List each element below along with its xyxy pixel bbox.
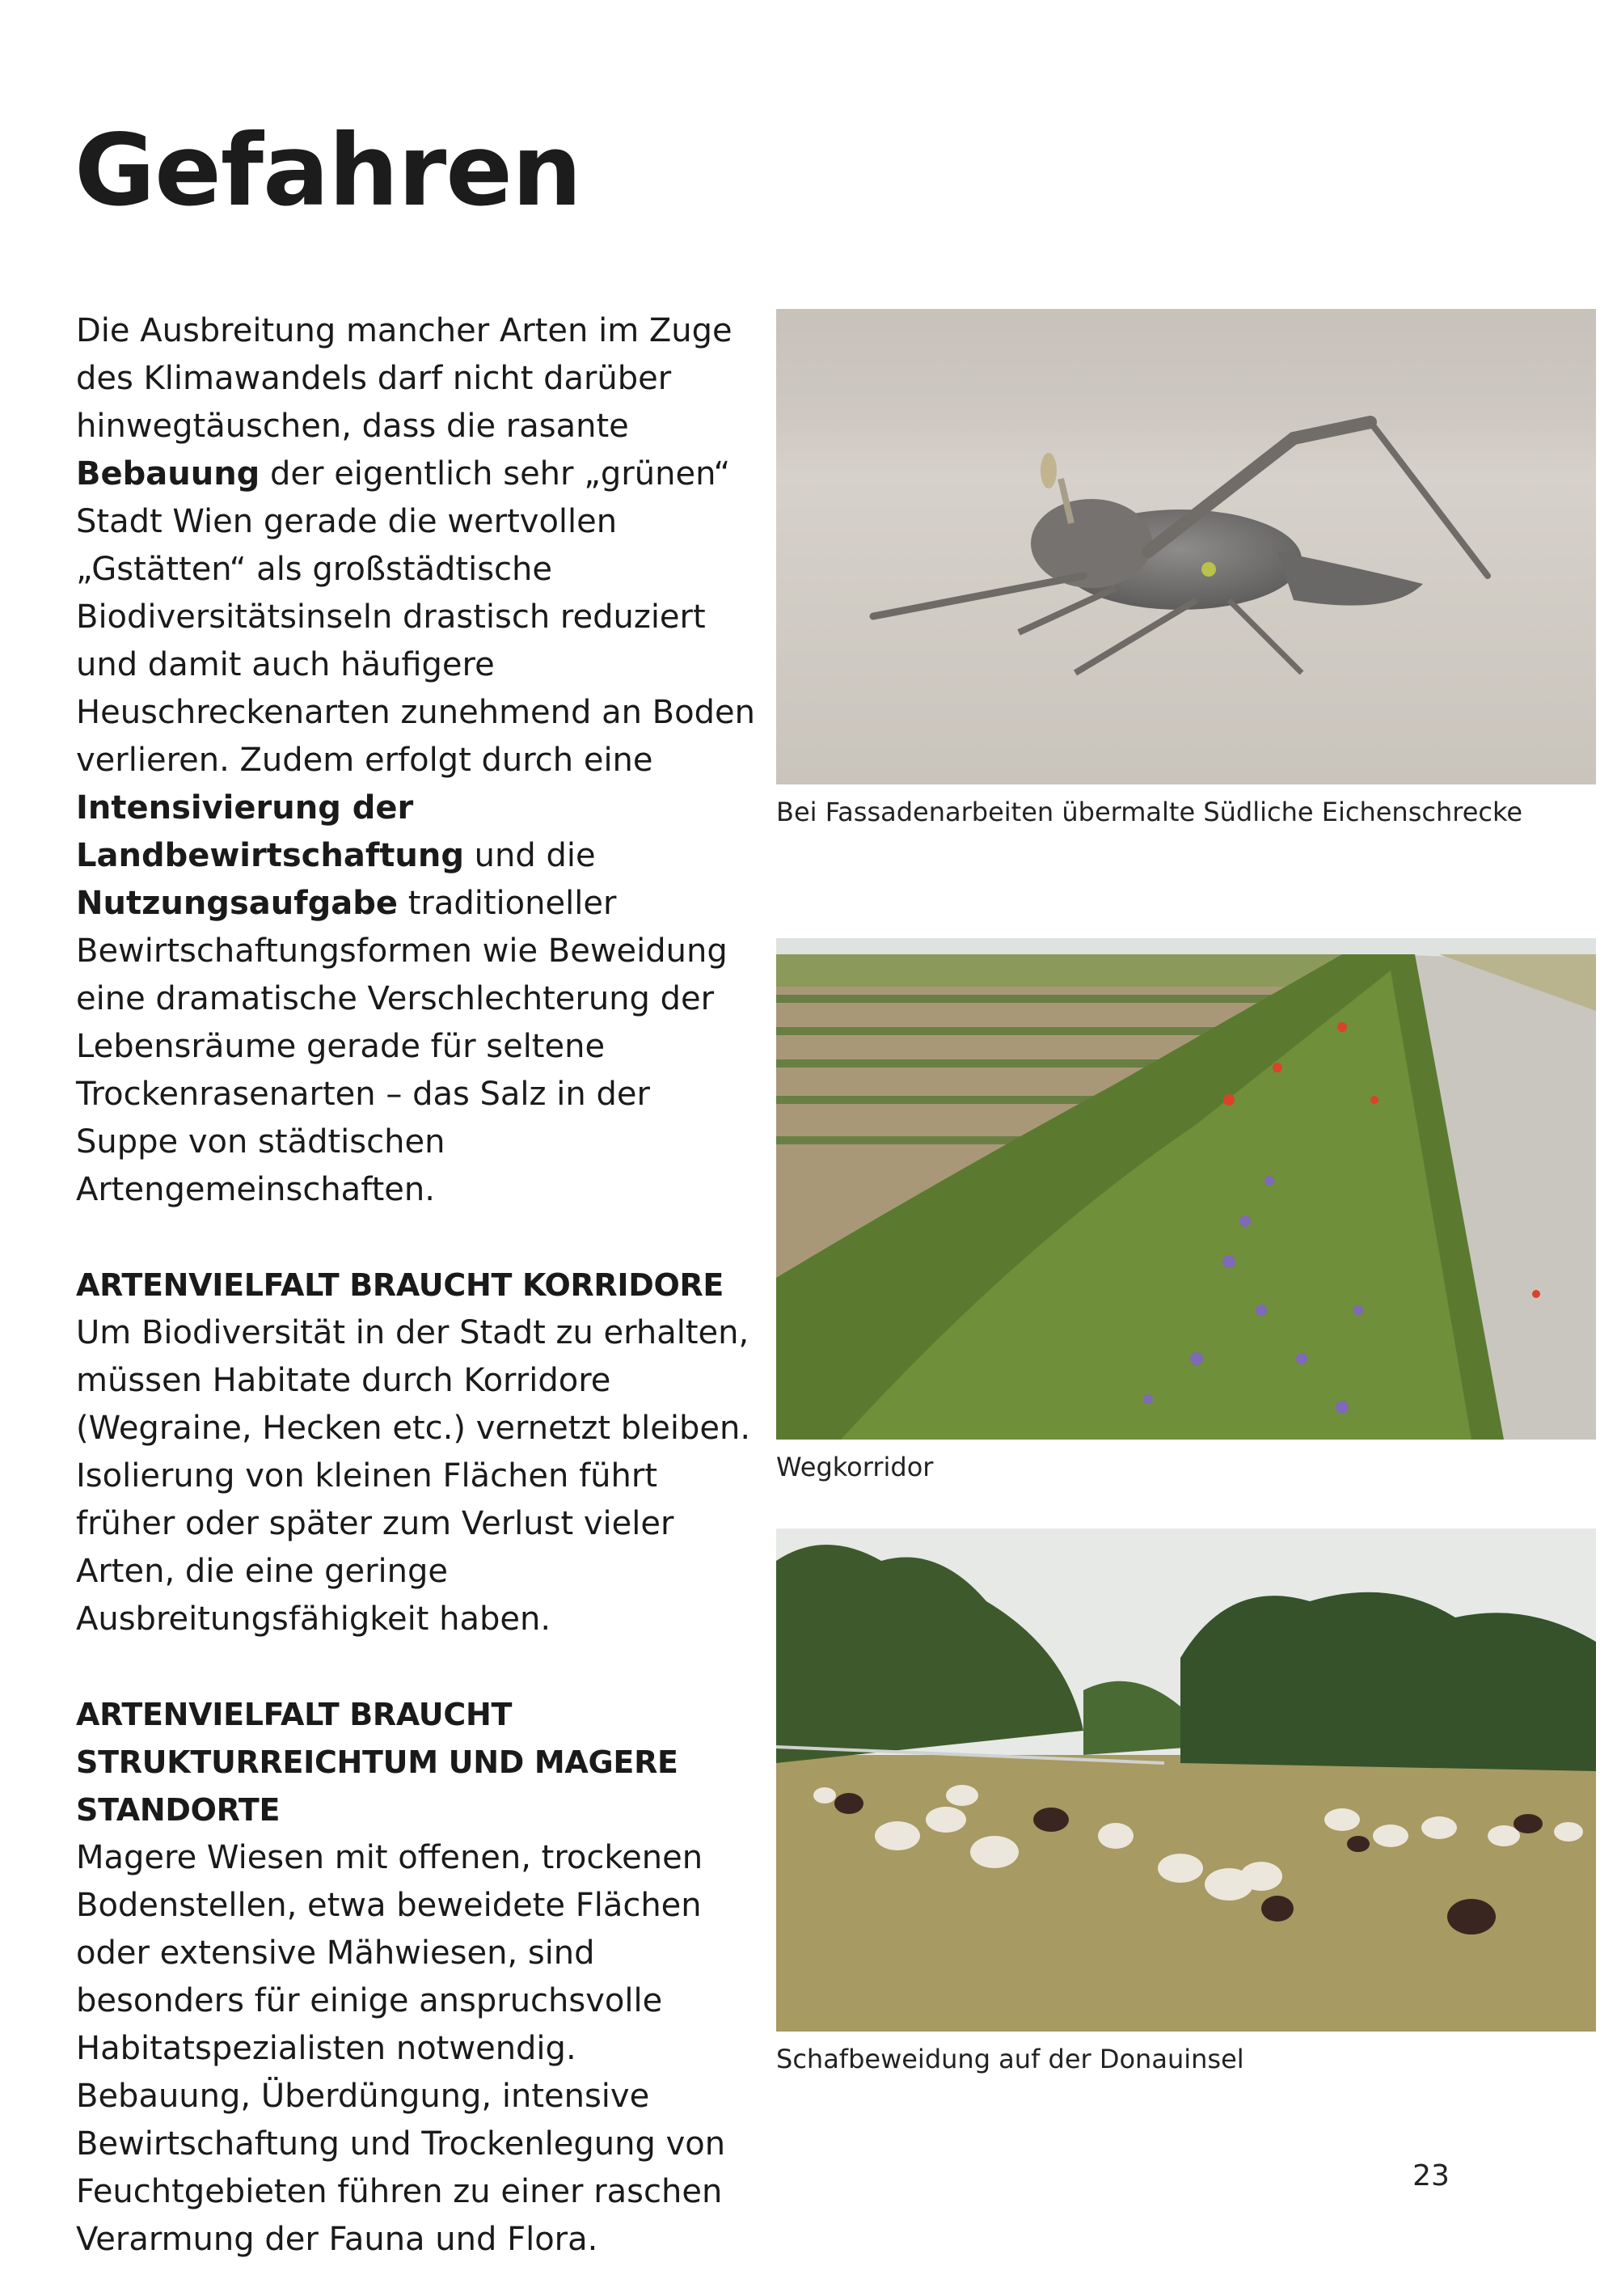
- caption-corridor: Wegkorridor: [776, 1452, 934, 1482]
- photo-corridor: [776, 938, 1596, 1440]
- intro-bold-bebauung: Bebauung: [76, 455, 260, 493]
- intro-text: der eigentlich sehr „grünen“ Stadt Wien gerade die wertvollen „Gstätten“ als großstädtische Biodiversitätsinseln drastisch reduziert und damit auch häufigere Heuschreckenarten zunehmend an Boden verlieren. Zudem erfolgt durch eine: [76, 455, 755, 779]
- section-corridors: [76, 1262, 755, 1643]
- caption-grasshopper: Bei Fassadenarbeiten übermalte Südliche Eichenschrecke: [776, 797, 1523, 827]
- text-column: [76, 307, 755, 2264]
- grasshopper-image: [776, 309, 1596, 784]
- intro-bold-intensivierung: Intensivierung der Landbewirtschaftung: [76, 789, 464, 874]
- intro-text: und die: [463, 837, 596, 874]
- intro-text: Die Ausbreitung mancher Arten im Zuge des Klimawandels darf nicht darüber hinwegtäuschen, dass die rasante: [76, 312, 733, 445]
- section-structure: [76, 1691, 755, 2264]
- intro-bold-nutzungsaufgabe: Nutzungsaufgabe: [76, 885, 399, 922]
- section-structure-heading: ARTENVIELFALT BRAUCHT STRUKTURREICHTUM UND MAGERE STANDORTE: [76, 1697, 678, 1828]
- corridor-image: [776, 938, 1596, 1440]
- photo-grasshopper: [776, 309, 1596, 784]
- page-title: Gefahren: [74, 113, 581, 228]
- sheep-image: [776, 1529, 1596, 2032]
- caption-sheep: Schafbeweidung auf der Donauinsel: [776, 2044, 1244, 2074]
- section-corridors-heading: ARTENVIELFALT BRAUCHT KORRIDORE: [76, 1267, 724, 1303]
- intro-text: traditioneller Bewirtschaftungsformen wie Beweidung eine dramatische Verschlechterung der Lebensräume gerade für seltene Trockenrasenarten – das Salz in der Suppe von städtischen Artengemeinschaften.: [76, 885, 728, 1208]
- intro-paragraph: [76, 307, 755, 1214]
- page-number: 23: [1412, 2159, 1450, 2192]
- photo-sheep: [776, 1529, 1596, 2032]
- section-structure-body: Magere Wiesen mit offenen, trockenen Bodenstellen, etwa beweidete Flächen oder extensive Mähwiesen, sind besonders für einige anspruchsvolle Habitatspezialisten notwendig. Bebauung, Überdüngung, intensive Bewirtschaftung und Trockenlegung von Feuchtgebieten führen zu einer raschen Verarmung der Fauna und Flora.: [76, 1839, 726, 2258]
- section-corridors-body: Um Biodiversität in der Stadt zu erhalten, müssen Habitate durch Korridore (Wegraine, Hecken etc.) vernetzt bleiben. Isolierung von kleinen Flächen führt früher oder später zum Verlust vieler Arten, die eine geringe Ausbreitungsfähigkeit haben.: [76, 1314, 751, 1638]
